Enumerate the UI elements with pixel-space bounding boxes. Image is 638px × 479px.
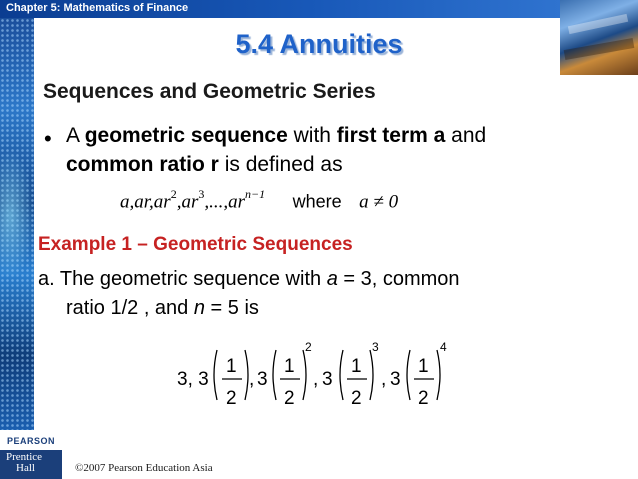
- fraction-numerator: 1: [351, 356, 362, 377]
- bullet-dot: •: [44, 126, 52, 151]
- fraction-numerator: 1: [226, 356, 237, 377]
- sequence-term: a,ar,ar: [120, 191, 171, 213]
- fraction-denominator: 2: [418, 388, 429, 409]
- formula-comma: ,: [313, 369, 319, 390]
- example-text: = 3, common: [337, 268, 460, 290]
- fraction-denominator: 2: [351, 388, 362, 409]
- example-variable: n: [193, 297, 205, 319]
- sequence-exponent: 3: [198, 187, 205, 201]
- fraction-denominator: 2: [284, 388, 295, 409]
- fraction-numerator: 1: [418, 356, 429, 377]
- copyright-footer: ©2007 Pearson Education Asia: [75, 462, 213, 474]
- formula-comma: ,: [249, 369, 255, 390]
- formula-base: 3: [257, 369, 268, 390]
- formula-base: 3: [322, 369, 333, 390]
- formula-comma: ,: [381, 369, 387, 390]
- formula-exponent: 3: [372, 340, 379, 354]
- logo-brand: PEARSON: [0, 432, 62, 450]
- example-title: Example 1 – Geometric Sequences: [38, 234, 353, 255]
- logo-line: Prentice: [6, 451, 43, 463]
- formula-exponent: 4: [440, 340, 447, 354]
- logo-imprint: [6, 452, 42, 474]
- bullet-text: is defined as: [218, 153, 343, 176]
- example-text: = 5 is: [205, 297, 259, 319]
- bullet-text: with: [287, 124, 337, 147]
- example-text: ratio 1/2 , and: [66, 297, 194, 319]
- bullet-text: and: [445, 124, 487, 147]
- chapter-label: Chapter 5: Mathematics of Finance: [6, 2, 189, 14]
- formula-exponent: 2: [305, 340, 312, 354]
- fraction-numerator: 1: [284, 356, 295, 377]
- section-heading: Sequences and Geometric Series: [43, 80, 376, 103]
- example-variable: a: [326, 268, 338, 290]
- sequence-exponent: n−1: [245, 187, 266, 201]
- bullet-term: geometric sequence: [84, 124, 288, 147]
- sequence-term: ,...,ar: [204, 191, 245, 213]
- slide-title: 5.4 Annuities: [235, 29, 403, 59]
- sequence-exponent: 2: [170, 187, 177, 201]
- example-text: a. The geometric sequence with: [38, 268, 327, 290]
- condition: a ≠ 0: [359, 191, 399, 213]
- publisher-logo: [0, 432, 62, 479]
- bullet-term: first term a: [336, 124, 446, 147]
- formula-lead: 3, 3: [177, 369, 209, 390]
- fraction-denominator: 2: [226, 388, 237, 409]
- where-label: where: [292, 191, 342, 212]
- formula-base: 3: [390, 369, 401, 390]
- bullet-term: common ratio r: [66, 153, 219, 176]
- logo-line: Hall: [16, 462, 35, 474]
- bullet-text: A: [66, 124, 85, 147]
- sequence-term: ,ar: [176, 191, 199, 213]
